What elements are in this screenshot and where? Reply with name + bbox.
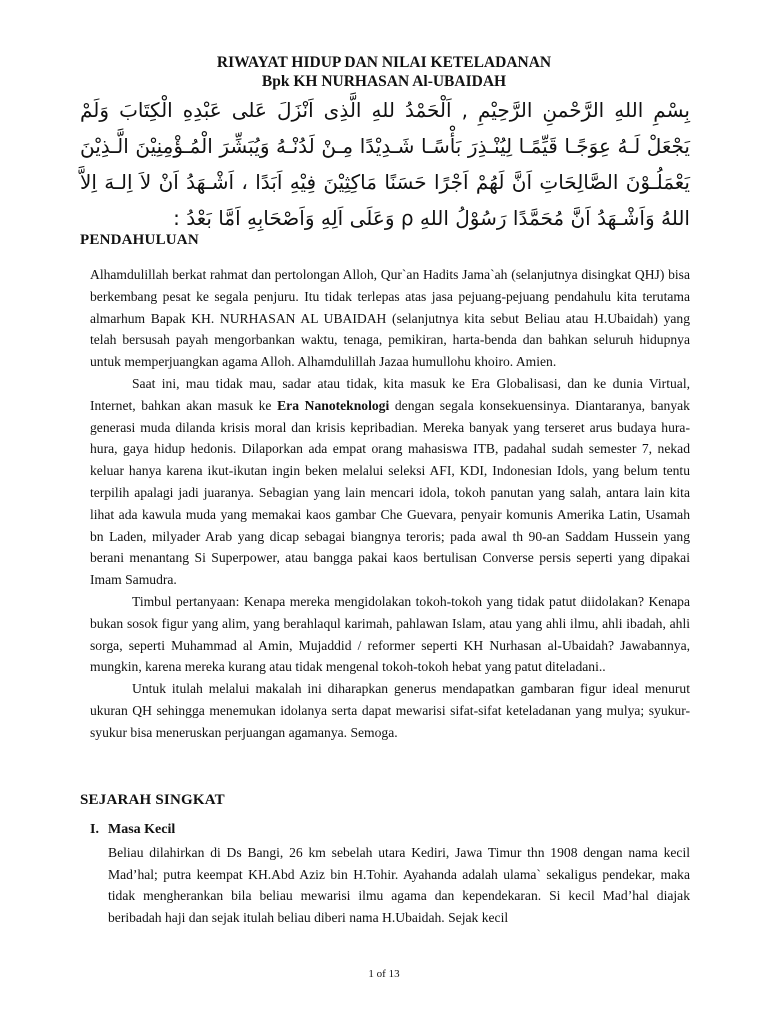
subsection-title: Masa Kecil [108,822,176,837]
paragraph-2 [90,373,690,591]
subsection-body-masa-kecil [108,842,690,928]
paragraph-3: Timbul pertanyaan: Kenapa mereka mengidolakan tokoh-tokoh yang tidak patut diidolakan? Kenapa bukan sosok figur yang alim, yang berahlaqul karimah, pahlawan Islam, atau yang ahli ilmu, ahli ibadah, ahli sorga, seperti Muhammad al Amin, Mujaddid / reformer seperti KH Nurhasan al-Ubaidah? Jawabannya, mungkin, karena mereka kurang atau tidak mengenal tokoh-tokoh hebat yang patut diteladani.. [90,593,690,675]
paragraph-2-text-b: dengan segala konsekuensinya. Diantaranya, banyak generasi muda dilanda krisis moral dan krisis kepribadian. Mereka banyak yang terseret arus budaya hura-hura, gaya hidup hedonis. Dilaporkan ada empat orang mahasiswa ITB, padahal sudah semester 7, nekad keluar hanya karena ikut-ikutan ingin beken melalui seleksi AFI, KDI, Indonesian Idols, yang belum tentu terpilih apalagi jadi juaranya. Sebagian yang lain mencari idola, tokoh panutan yang salah, antara lain kita lihat ada kawula muda yang memakai kaos gambar Che Guevara, penyair komunis Amerika Latin, Usamah bn Laden, milyader Arab yang dicap sebagai biangnya teroris; pada awal th 90-an Saddam Hussein yang berani menantang Si Superpower, atau bangga pakai kaos bertulisan Converse persis seperti yang dipakai Imam Samudra. [90,397,690,588]
arabic-opening-prayer: بِسْمِ اللهِ الرَّحْمنِ الرَّحِيْمِ , اَلْحَمْدُ للهِ الَّذِى اَنْزَلَ عَلى عَبْدِهِ الْكِتَابَ وَلَمْ يَجْعَلْ لَـهُ عِوَجًـا قَيِّمًـا لِيُنْـذِرَ بَأْسًـا شَـدِيْدًا مِـنْ لَدُنْـهُ وَيُبَشِّرَ الْمُـؤْمِنِيْنَ الَّـذِيْنَ يَعْمَلُـوْنَ الصَّالِحَاتِ اَنَّ لَهُمْ اَجْرًا حَسَنًا مَاكِثِيْنَ فِيْهِ اَبَدًا ، اَشْـهَدُ اَنْ لاَ اِلـهَ اِلاَّ اللهُ وَاَشْـهَدُ اَنَّ مُحَمَّدًا رَسُوْلُ اللهِ ρ وَعَلَى اَلِهِ وَاَصْحَابِهِ اَمَّا بَعْدُ : [80,98,690,230]
subsection-heading-masa-kecil [90,822,175,838]
section-heading-sejarah: SEJARAH SINGKAT [80,792,225,808]
section-heading-pendahuluan: PENDAHULUAN [80,232,199,248]
section-body-pendahuluan [90,264,690,744]
subsection-number: I. [90,822,99,837]
title-line-1: RIWAYAT HIDUP DAN NILAI KETELADANAN [216,54,552,71]
paragraph-2-text-a: Saat ini, mau tidak mau, sadar atau tidak, kita masuk ke Era Globalisasi, dan ke dunia Virtual, Internet, bahkan akan masuk ke [90,375,690,413]
page-number: 1 of 13 [368,968,400,980]
paragraph-5: Beliau dilahirkan di Ds Bangi, 26 km sebelah utara Kediri, Jawa Timur thn 1908 dengan nama kecil Mad’hal; putra keempat KH.Abd Aziz bin H.Tohir. Ayahanda adalah ulama` sekaligus pendekar, maka tidak mengherankan bila beliau mewarisi ilmu agama dan kependekaran. Si kecil Mad’hal diajak beribadah haji dan sejak itulah beliau diberi nama H.Ubaidah. Sejak kecil [108,845,690,925]
paragraph-2-bold: Era Nanoteknologi [277,397,390,413]
title-line-2: Bpk KH NURHASAN Al-UBAIDAH [261,73,507,90]
paragraph-1: Alhamdulillah berkat rahmat dan pertolongan Alloh, Qur`an Hadits Jama`ah (selanjutnya disingkat QHJ) bisa berkembang pesat ke segala penjuru. Itu tidak terlepas atas jasa pejuang-pejuang pendahulu kita terutama almarhum Bapak KH. NURHASAN AL UBAIDAH (selanjutnya kita sebut Beliau atau H.Ubaidah) yang telah bersusah payah mengorbankan waktu, tenaga, pemikiran, harta-benda dan bahkan seluruh hidupnya untuk memperjuangkan agama Alloh. Alhamdulillah Jazaa humullohu khoiro. Amien. [90,267,690,370]
document-title [0,53,768,91]
paragraph-4: Untuk itulah melalui makalah ini diharapkan generus mendapatkan gambaran figur ideal menurut ukuran QH sehingga menemukan idolanya serta dapat mewarisi sifat-sifat keteladanan yang mulya; syukur-syukur bisa meneruskan perjuangan agamanya. Semoga. [90,681,690,740]
